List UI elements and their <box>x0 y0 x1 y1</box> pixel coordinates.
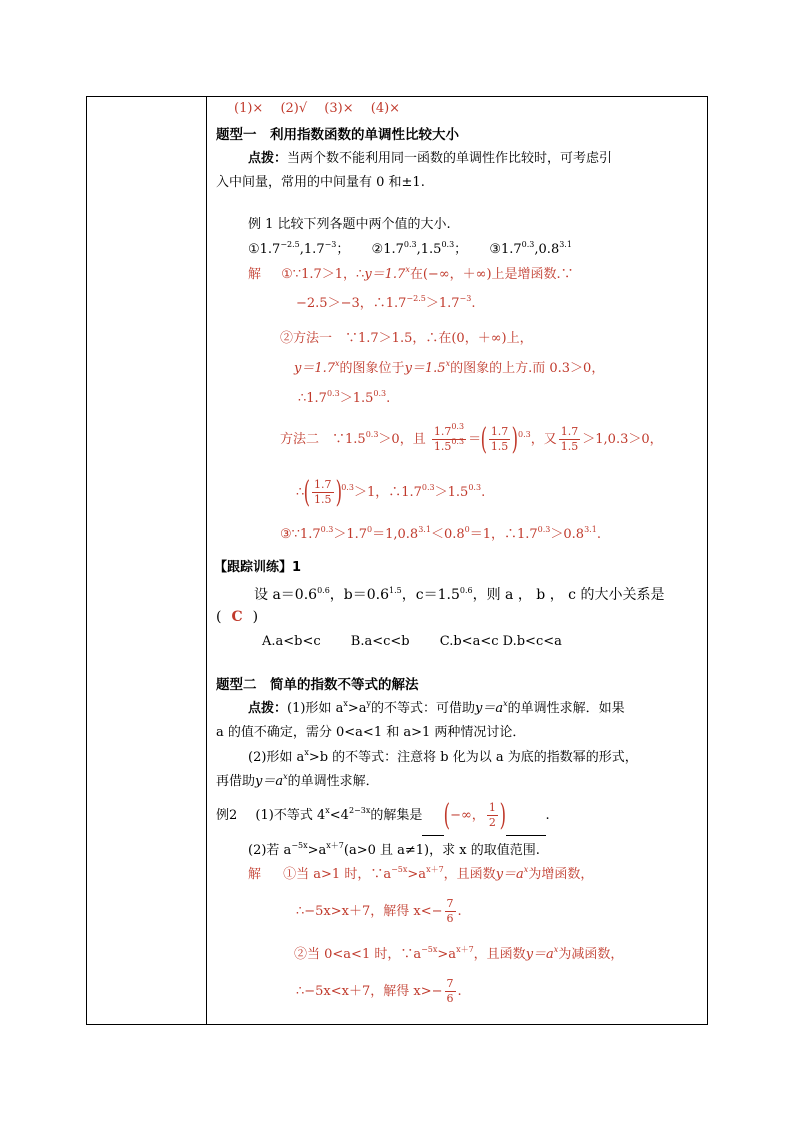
solution1-line1: 解 ①∵1.7＞1，$\therefore y=1.7^x$在(−∞，＋∞)上是增函数.∵ <box>248 265 574 282</box>
type2-hint-line2: a 的值不确定，需分 0<a<1 和 a>1 两种情况讨论． <box>216 725 526 740</box>
type2-hint-line3: (2)形如 $a^x>b$ 的不等式：注意将 b 化为以 a 为底的指数幂的形式， <box>248 748 638 765</box>
solution2-line1: 解 ①当 a>1 时，$\because a^{-5x}>a^{x+7}$，且函数$y=a^x$为增函数， <box>248 865 594 882</box>
type1-title: 题型一 利用指数函数的单调性比较大小 <box>216 127 459 143</box>
answer-2: (2)√ <box>280 101 308 116</box>
track-question: 设 $a=0.6^{0.6}$，$b=0.6^{1.5}$，$c=1.5^{0.6}$，则 a ， b ， c 的大小关系是 <box>254 586 665 603</box>
fraction-power-ratio: $\frac{1.7^{0.3}}{1.5^{0.3}}$ <box>433 422 465 453</box>
content-cell <box>214 96 704 1025</box>
column-divider <box>206 96 207 1025</box>
answer-4: (4)× <box>370 101 401 116</box>
example1-title: 例 1 比较下列各题中两个值的大小. <box>248 217 451 232</box>
type2-hint-line4: 再借助$y=a^x$的单调性求解． <box>216 772 379 789</box>
type1-hint-line1: 点拨：当两个数不能利用同一函数的单调性作比较时，可考虑引 <box>248 151 613 166</box>
solution2-line4: ∴−5x<x＋7，解得 x>− $\frac{7}{6}$ . <box>296 977 462 1005</box>
solution1-part3: $③\because 1.7^{0.3}>1.7^0=1,0.8^{3.1}<0.8^0=1$，$\therefore 1.7^{0.3}>0.8^{3.1}$. <box>280 525 601 542</box>
answers-row <box>234 100 400 118</box>
type1-hint-line2: 入中间量，常用的中间量有 0 和±1. <box>216 175 425 190</box>
method2-line2: ∴( $\frac{1.7}{1.5}$ )$^{0.3}$＞1，$\therefore 1.7^{0.3}>1.5^{0.3}$. <box>296 474 486 510</box>
method1-line1: ②方法一 ∵1.7＞1.5，∴在(0，＋∞)上， <box>280 331 533 346</box>
example1-items: $①1.7^{-2.5},1.7^{-3}$； $②1.7^{0.3},1.5^{0.3}$； $③1.7^{0.3},0.8^{3.1}$ <box>248 240 572 257</box>
solution2-line2: ∴−5x>x＋7，解得 x<− $\frac{7}{6}$ . <box>296 897 462 925</box>
solution2-line3: ②当 0<a<1 时，$\because a^{-5x}>a^{x+7}$，且函数$y=a^x$为减函数， <box>294 945 624 962</box>
type2-hint-line1: 点拨：(1)形如 $a^x>a^y$的不等式：可借助$y=a^x$的单调性求解．如果 <box>248 699 625 716</box>
track-title: 【跟踪训练】1 <box>214 560 302 575</box>
type2-title: 题型二 简单的指数不等式的解法 <box>216 677 419 693</box>
method1-line3: $\therefore 1.7^{0.3}>1.5^{0.3}$. <box>298 389 391 406</box>
method1-line2: $y=1.7^x$的图象位于$y=1.5^x$的图象的上方.而 0.3＞0， <box>294 359 605 376</box>
answer-1: (1)× <box>234 101 264 116</box>
example2-part2: (2)若 $a^{-5x}>a^{x+7}(a>0$ 且 a≠1)，求 x 的取值范围. <box>248 841 540 858</box>
method2-line1: 方法二 $\because 1.5^{0.3}>0$，且 $\frac{1.7^{0.3}}{1.5^{0.3}}$ ＝( $\frac{1.7}{1.5}$ )$^{0.3}$，又 $\frac{1.7}{1.5}$ ＞1,0.3＞0， <box>280 421 663 457</box>
track-answer: C <box>231 609 243 625</box>
track-answer-paren: ( C ) <box>216 609 259 625</box>
solution1-line2: −2.5＞−3，$\therefore 1.7^{-2.5}>1.7^{-3}$. <box>296 294 476 311</box>
example2-part1: 例2 (1)不等式 $4^x<4^{2-3x}$的解集是 (−∞， $\frac{1}{2}$ ) . <box>216 796 550 836</box>
track-options: A.a<b<c B.a<c<b C.b<a<c D.b<c<a <box>262 634 562 649</box>
answer-3: (3)× <box>324 101 354 116</box>
